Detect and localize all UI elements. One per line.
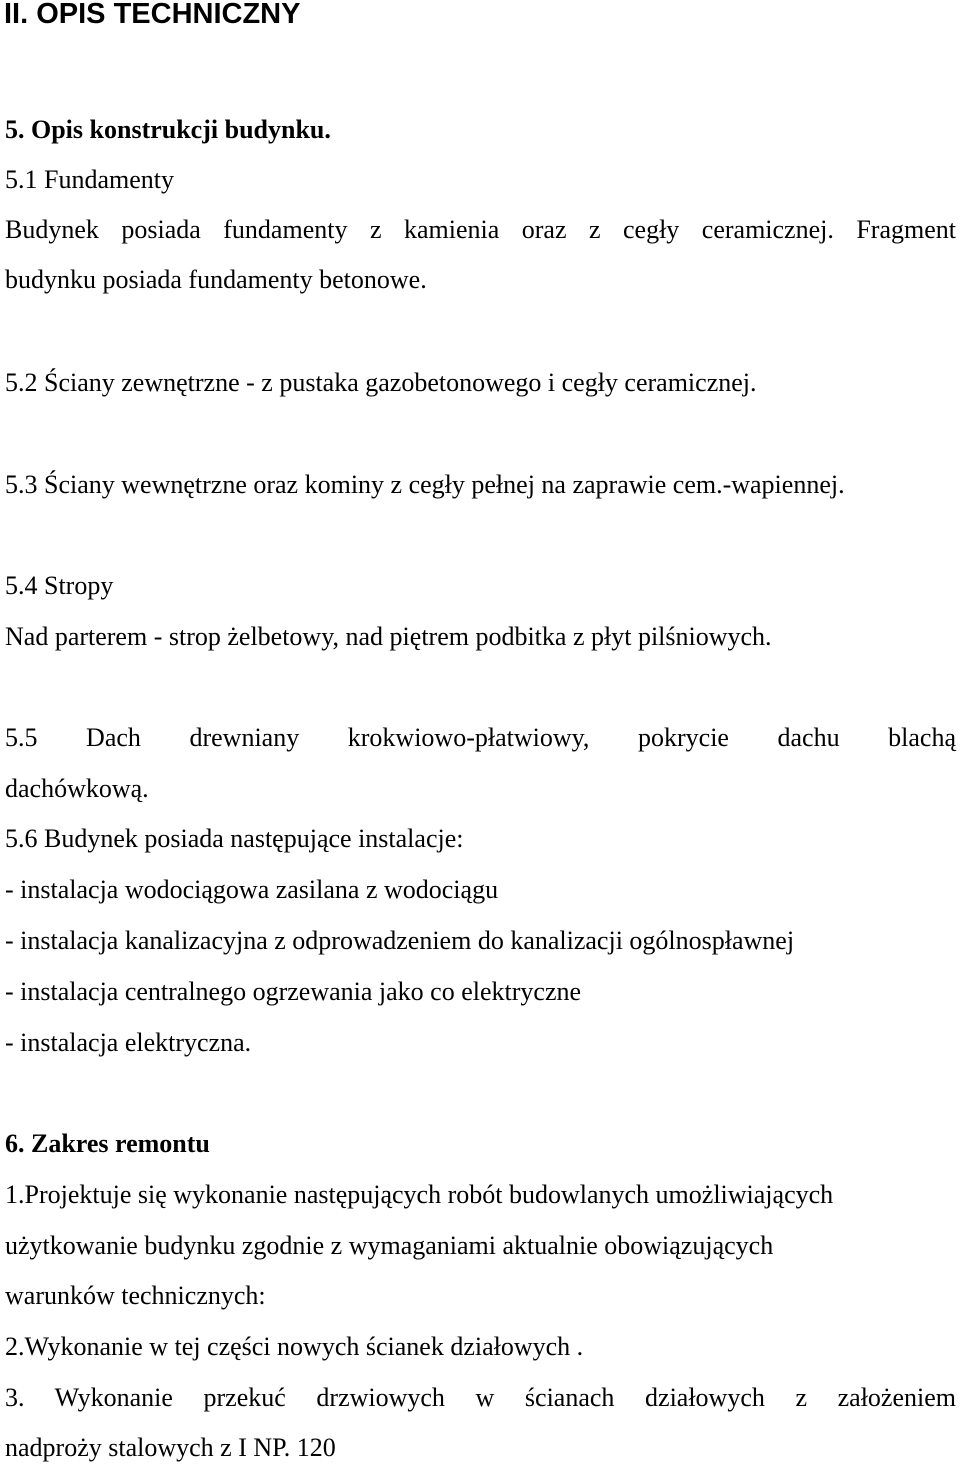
page-title: II. OPIS TECHNICZNY [4, 0, 301, 30]
installation-list-item: - instalacja kanalizacyjna z odprowadzeniem do kanalizacji ogólnospławnej [5, 926, 795, 955]
section-6-item-1-line-1: 1.Projektuje się wykonanie następujących robót budowlanych umożliwiających [5, 1180, 834, 1209]
section-5-4-title: 5.4 Stropy [5, 571, 114, 600]
installation-list-item: - instalacja wodociągowa zasilana z wodociągu [5, 875, 499, 904]
installation-list-item: - instalacja elektryczna. [5, 1028, 252, 1057]
section-5-2-text: 5.2 Ściany zewnętrzne - z pustaka gazobetonowego i cegły ceramicznej. [5, 368, 757, 397]
section-5-6-title: 5.6 Budynek posiada następujące instalacje: [5, 824, 464, 853]
section-5-1-text-line-2: budynku posiada fundamenty betonowe. [5, 265, 427, 294]
section-5-5-text-line-2: dachówkową. [5, 774, 149, 803]
section-5-5-text-line-1: 5.5 Dach drewniany krokwiowo-płatwiowy, pokrycie dachu blachą [5, 723, 956, 752]
section-5-1-title: 5.1 Fundamenty [5, 165, 174, 194]
section-5-3-text: 5.3 Ściany wewnętrzne oraz kominy z cegły pełnej na zaprawie cem.-wapiennej. [5, 470, 845, 499]
section-6-item-2: 2.Wykonanie w tej części nowych ścianek działowych . [5, 1332, 584, 1361]
section-5-heading: 5. Opis konstrukcji budynku. [5, 115, 331, 144]
section-5-4-text: Nad parterem - strop żelbetowy, nad piętrem podbitka z płyt pilśniowych. [5, 622, 772, 651]
section-6-item-1-line-2: użytkowanie budynku zgodnie z wymaganiami aktualnie obowiązujących [5, 1231, 774, 1260]
section-6-heading: 6. Zakres remontu [5, 1129, 210, 1158]
section-6-item-3-line-1: 3. Wykonanie przekuć drzwiowych w ścianach działowych z założeniem [5, 1383, 956, 1412]
section-5-1-text-line-1: Budynek posiada fundamenty z kamienia oraz z cegły ceramicznej. Fragment [5, 215, 956, 244]
section-6-item-3-line-2: nadproży stalowych z I NP. 120 [5, 1433, 336, 1462]
section-6-item-1-line-3: warunków technicznych: [5, 1281, 266, 1310]
installation-list-item: - instalacja centralnego ogrzewania jako co elektryczne [5, 977, 582, 1006]
